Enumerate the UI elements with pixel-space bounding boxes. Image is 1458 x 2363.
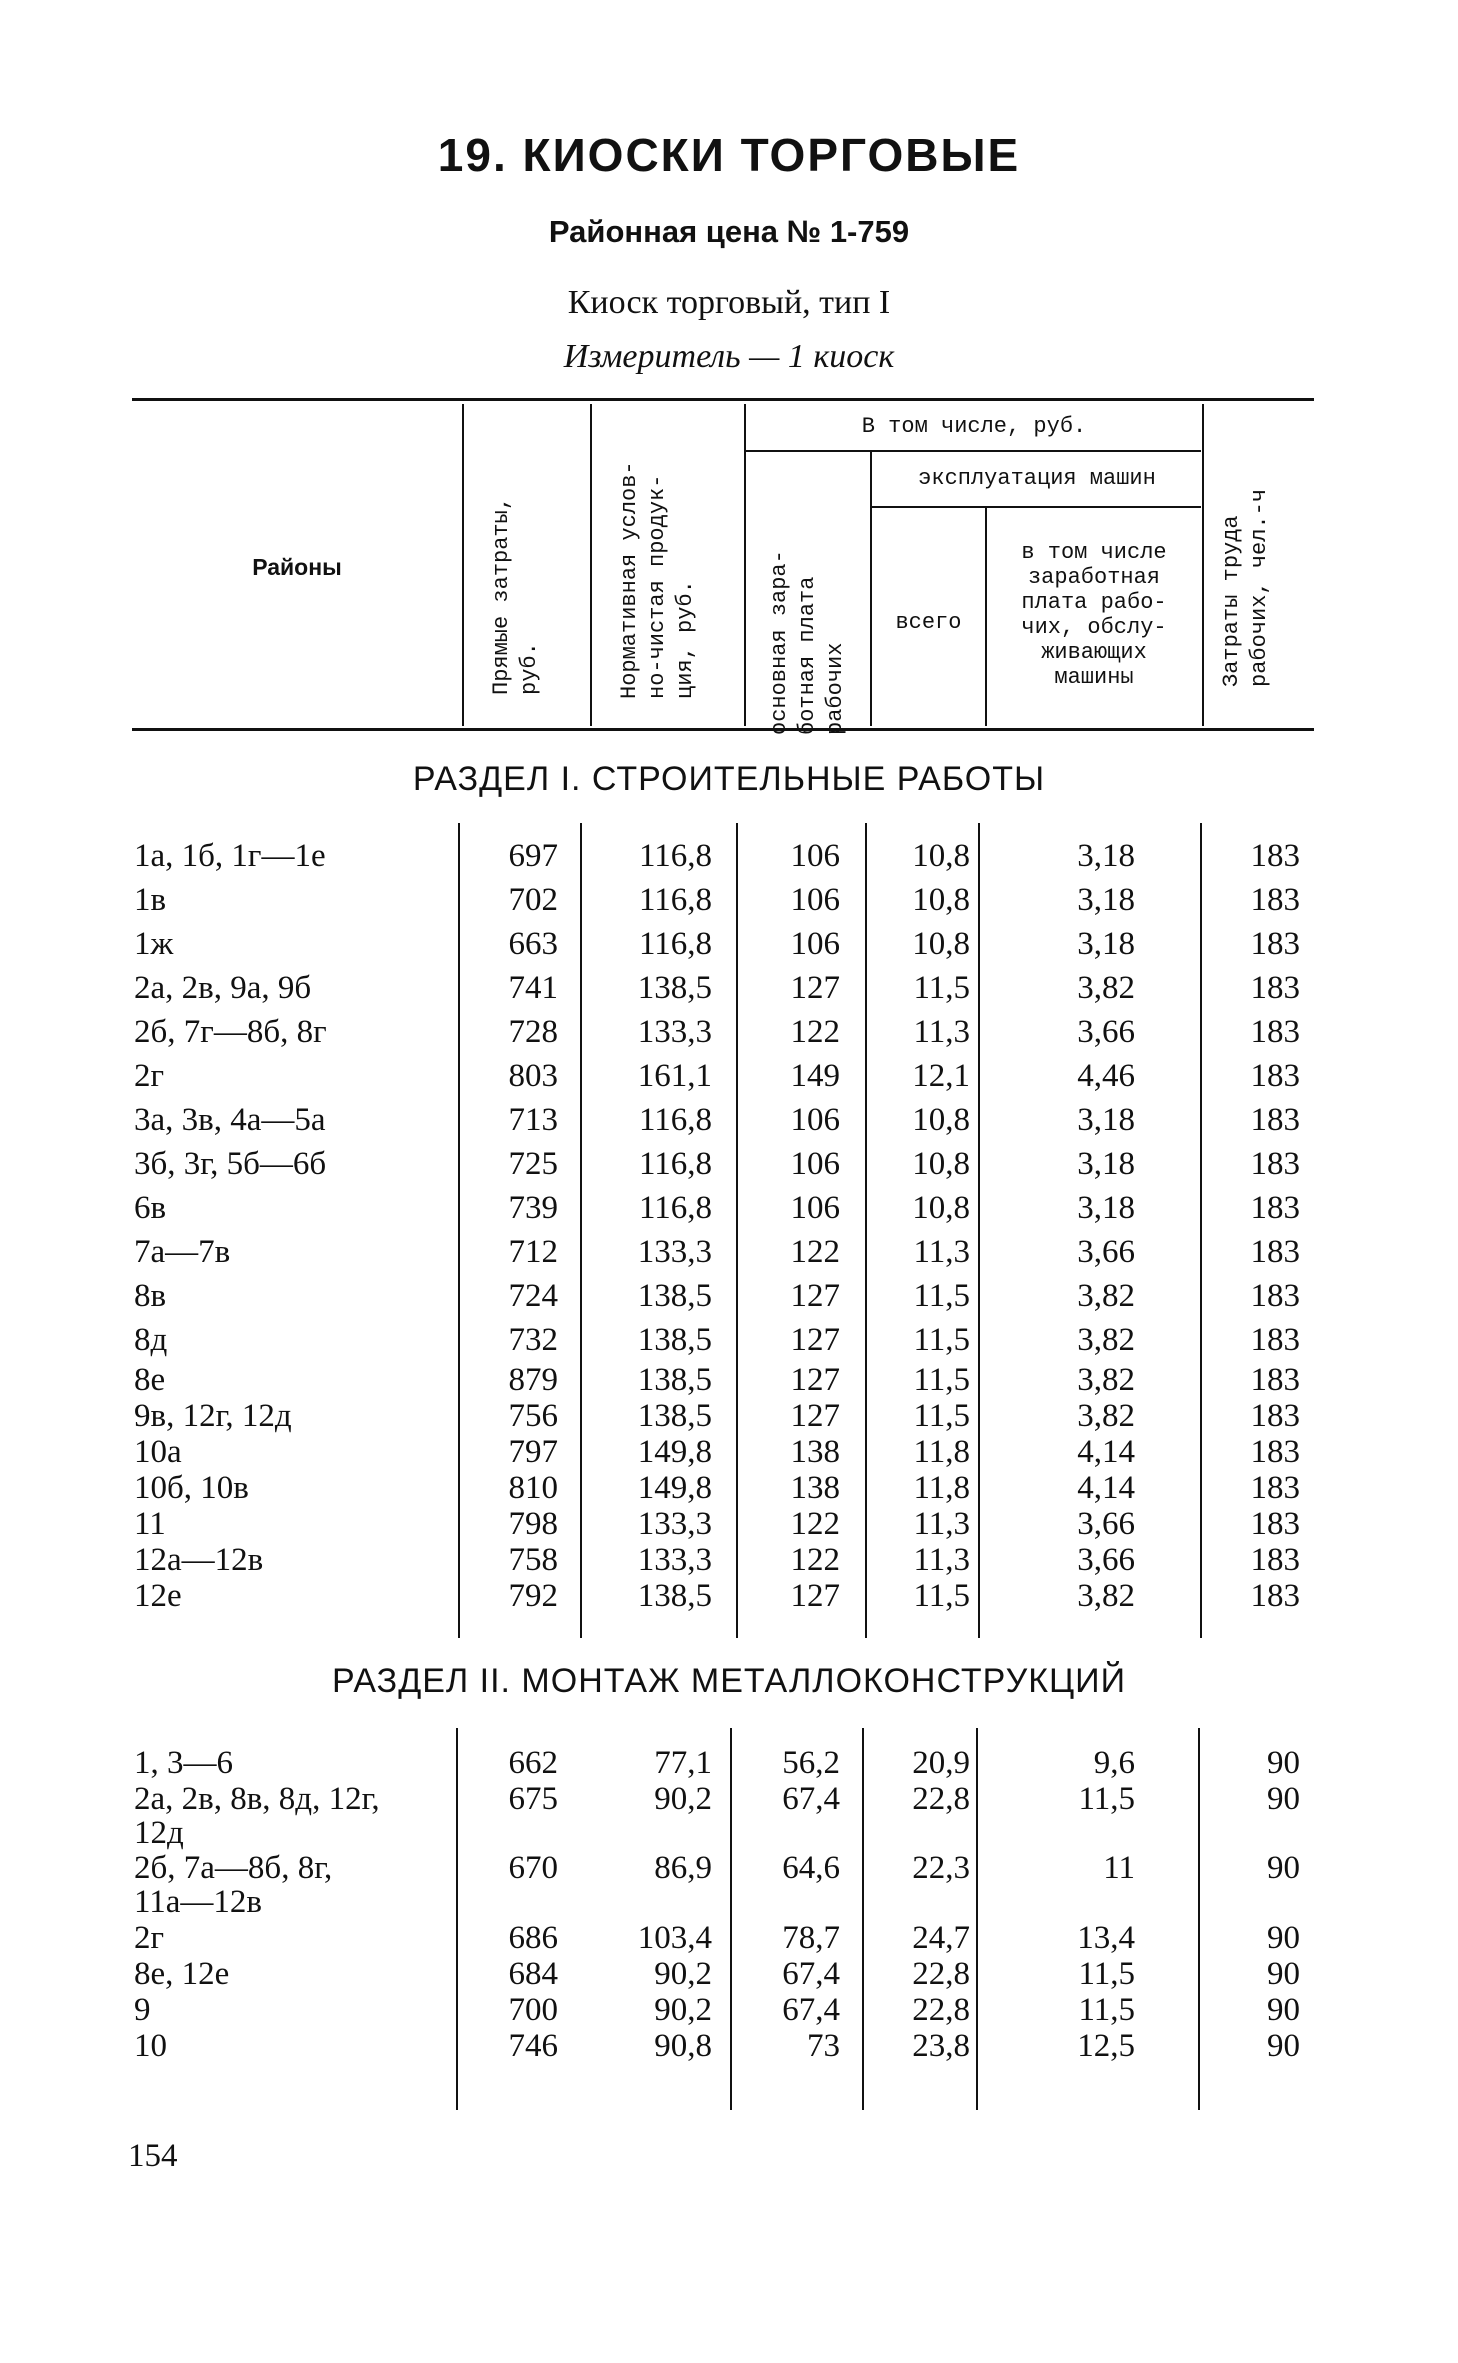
base-wage-cell: 149	[790, 1058, 840, 1094]
header-labor: Затраты труда рабочих, чел.-ч	[1219, 488, 1272, 687]
machine-total-cell: 22,3	[912, 1850, 970, 1886]
machine-wage-cell: 11	[1103, 1850, 1135, 1886]
base-wage-cell: 106	[790, 1146, 840, 1182]
base-wage-cell: 127	[790, 1278, 840, 1314]
base-wage-cell: 127	[790, 1362, 840, 1398]
machine-total-cell: 11,5	[913, 1278, 970, 1314]
column-divider	[458, 823, 460, 1638]
column-divider	[976, 1728, 978, 2110]
normative-cell: 116,8	[638, 926, 712, 962]
machine-total-cell: 11,3	[913, 1506, 970, 1542]
normative-cell: 116,8	[638, 838, 712, 874]
machine-total-cell: 10,8	[912, 1102, 970, 1138]
header-divider	[590, 404, 592, 726]
labor-cell: 183	[1250, 1234, 1300, 1270]
base-wage-cell: 73	[807, 2028, 840, 2064]
page-number: 154	[128, 2138, 178, 2174]
machine-wage-cell: 3,18	[1077, 882, 1135, 918]
normative-cell: 138,5	[637, 1362, 712, 1398]
labor-cell: 183	[1250, 1470, 1300, 1506]
machine-total-cell: 11,3	[913, 1014, 970, 1050]
machine-wage-cell: 11,5	[1078, 1781, 1135, 1817]
labor-cell: 90	[1267, 1745, 1300, 1781]
direct-costs-cell: 739	[508, 1190, 558, 1226]
machine-wage-cell: 11,5	[1078, 1956, 1135, 1992]
machine-total-cell: 22,8	[912, 1992, 970, 2028]
district-cell: 7а—7в	[134, 1234, 231, 1270]
labor-cell: 183	[1250, 1058, 1300, 1094]
machine-total-cell: 11,3	[913, 1542, 970, 1578]
machine-wage-cell: 3,82	[1077, 970, 1135, 1006]
machine-total-cell: 20,9	[912, 1745, 970, 1781]
column-divider	[978, 823, 980, 1638]
machine-total-cell: 10,8	[912, 926, 970, 962]
machine-total-cell: 12,1	[912, 1058, 970, 1094]
labor-cell: 90	[1267, 1850, 1300, 1886]
header-machine-ops: эксплуатация машин	[918, 466, 1156, 491]
base-wage-cell: 127	[790, 1578, 840, 1614]
direct-costs-cell: 758	[508, 1542, 558, 1578]
labor-cell: 183	[1250, 1578, 1300, 1614]
district-cell: 2г	[134, 1058, 165, 1094]
column-divider	[730, 1728, 732, 2110]
base-wage-cell: 106	[790, 1190, 840, 1226]
district-cell: 12а—12в	[134, 1542, 264, 1578]
direct-costs-cell: 663	[508, 926, 558, 962]
base-wage-cell: 106	[790, 882, 840, 918]
district-cell: 9в, 12г, 12д	[134, 1398, 292, 1434]
machine-wage-cell: 4,46	[1077, 1058, 1135, 1094]
machine-wage-cell: 3,66	[1077, 1014, 1135, 1050]
machine-total-cell: 11,5	[913, 1398, 970, 1434]
page-title: 19. КИОСКИ ТОРГОВЫЕ	[437, 129, 1021, 181]
labor-cell: 183	[1250, 838, 1300, 874]
labor-cell: 183	[1250, 926, 1300, 962]
measure-unit: Измеритель — 1 киоск	[563, 338, 895, 375]
direct-costs-cell: 675	[508, 1781, 558, 1817]
header-bottom-rule	[132, 728, 1314, 731]
direct-costs-cell: 712	[508, 1234, 558, 1270]
district-cell: 2б, 7г—8б, 8г	[134, 1014, 327, 1050]
header-divider	[744, 404, 746, 726]
normative-cell: 133,3	[637, 1542, 712, 1578]
normative-cell: 138,5	[637, 1578, 712, 1614]
normative-cell: 133,3	[637, 1014, 712, 1050]
direct-costs-cell: 684	[508, 1956, 558, 1992]
district-cell: 1, 3—6	[134, 1745, 233, 1781]
district-cell: 3б, 3г, 5б—6б	[134, 1146, 327, 1182]
machine-total-cell: 11,5	[913, 1578, 970, 1614]
normative-cell: 133,3	[637, 1234, 712, 1270]
direct-costs-cell: 670	[508, 1850, 558, 1886]
header-incl-wage: в том числе заработная плата рабо- чих, обслу- живающих машины	[1021, 540, 1167, 690]
machine-wage-cell: 3,82	[1077, 1398, 1135, 1434]
header-top-rule	[132, 398, 1314, 401]
labor-cell: 90	[1267, 1992, 1300, 2028]
direct-costs-cell: 803	[508, 1058, 558, 1094]
machine-wage-cell: 3,18	[1077, 838, 1135, 874]
district-cell: 12д	[134, 1815, 184, 1851]
machine-wage-cell: 9,6	[1093, 1745, 1135, 1781]
subtitle: Киоск торговый, тип I	[567, 284, 891, 321]
direct-costs-cell: 728	[508, 1014, 558, 1050]
normative-cell: 86,9	[654, 1850, 712, 1886]
direct-costs-cell: 697	[508, 838, 558, 874]
machine-wage-cell: 3,66	[1077, 1542, 1135, 1578]
machine-wage-cell: 4,14	[1077, 1470, 1135, 1506]
district-cell: 1ж	[134, 926, 174, 962]
base-wage-cell: 67,4	[782, 1781, 840, 1817]
machine-total-cell: 10,8	[912, 1190, 970, 1226]
header-rule	[746, 450, 1201, 452]
labor-cell: 183	[1250, 1542, 1300, 1578]
direct-costs-cell: 732	[508, 1322, 558, 1358]
direct-costs-cell: 702	[508, 882, 558, 918]
normative-cell: 138,5	[637, 1398, 712, 1434]
labor-cell: 183	[1250, 1190, 1300, 1226]
machine-wage-cell: 3,82	[1077, 1278, 1135, 1314]
normative-cell: 149,8	[637, 1470, 712, 1506]
base-wage-cell: 64,6	[782, 1850, 840, 1886]
machine-total-cell: 22,8	[912, 1956, 970, 1992]
base-wage-cell: 78,7	[782, 1920, 840, 1956]
header-normative: Нормативная услов- но-чистая продук- ция, руб.	[617, 461, 698, 699]
section-2-title: РАЗДЕЛ II. МОНТАЖ МЕТАЛЛОКОНСТРУКЦИЙ	[331, 1662, 1127, 1700]
district-cell: 2б, 7а—8б, 8г,	[134, 1850, 333, 1886]
district-cell: 3а, 3в, 4а—5а	[134, 1102, 326, 1138]
direct-costs-cell: 686	[508, 1920, 558, 1956]
machine-total-cell: 11,5	[913, 970, 970, 1006]
district-cell: 2г	[134, 1920, 165, 1956]
normative-cell: 138,5	[637, 1322, 712, 1358]
direct-costs-cell: 879	[508, 1362, 558, 1398]
direct-costs-cell: 746	[508, 2028, 558, 2064]
machine-total-cell: 11,5	[913, 1322, 970, 1358]
machine-wage-cell: 3,82	[1077, 1322, 1135, 1358]
direct-costs-cell: 713	[508, 1102, 558, 1138]
machine-total-cell: 10,8	[912, 882, 970, 918]
district-cell: 12е	[134, 1578, 182, 1614]
base-wage-cell: 122	[790, 1014, 840, 1050]
district-cell: 8д	[134, 1322, 168, 1358]
machine-total-cell: 10,8	[912, 838, 970, 874]
machine-wage-cell: 3,66	[1077, 1234, 1135, 1270]
machine-total-cell: 11,3	[913, 1234, 970, 1270]
machine-wage-cell: 3,18	[1077, 926, 1135, 962]
district-cell: 10б, 10в	[134, 1470, 249, 1506]
machine-total-cell: 11,8	[913, 1470, 970, 1506]
header-direct-costs: Прямые затраты, руб.	[489, 496, 542, 695]
base-wage-cell: 122	[790, 1234, 840, 1270]
machine-total-cell: 24,7	[912, 1920, 970, 1956]
base-wage-cell: 106	[790, 926, 840, 962]
normative-cell: 138,5	[637, 1278, 712, 1314]
district-cell: 10	[134, 2028, 167, 2064]
base-wage-cell: 67,4	[782, 1956, 840, 1992]
base-wage-cell: 106	[790, 838, 840, 874]
price-label: Районная цена № 1-759	[548, 214, 910, 249]
labor-cell: 183	[1250, 1506, 1300, 1542]
normative-cell: 138,5	[637, 970, 712, 1006]
direct-costs-cell: 725	[508, 1146, 558, 1182]
base-wage-cell: 106	[790, 1102, 840, 1138]
machine-wage-cell: 3,82	[1077, 1578, 1135, 1614]
normative-cell: 90,2	[654, 1956, 712, 1992]
base-wage-cell: 127	[790, 1398, 840, 1434]
direct-costs-cell: 756	[508, 1398, 558, 1434]
district-cell: 8е	[134, 1362, 166, 1398]
district-cell: 2а, 2в, 8в, 8д, 12г,	[134, 1781, 380, 1817]
labor-cell: 183	[1250, 1102, 1300, 1138]
normative-cell: 116,8	[638, 882, 712, 918]
labor-cell: 183	[1250, 1322, 1300, 1358]
header-including: В том числе, руб.	[861, 414, 1087, 439]
district-cell: 11	[134, 1506, 166, 1542]
base-wage-cell: 56,2	[782, 1745, 840, 1781]
direct-costs-cell: 810	[508, 1470, 558, 1506]
column-divider	[862, 1728, 864, 2110]
district-cell: 8е, 12е	[134, 1956, 230, 1992]
direct-costs-cell: 798	[508, 1506, 558, 1542]
header-base-wage: основная зара- ботная плата рабочих	[767, 550, 848, 735]
machine-wage-cell: 3,82	[1077, 1362, 1135, 1398]
district-cell: 1в	[134, 882, 167, 918]
machine-wage-cell: 13,4	[1077, 1920, 1135, 1956]
direct-costs-cell: 792	[508, 1578, 558, 1614]
machine-wage-cell: 3,18	[1077, 1102, 1135, 1138]
labor-cell: 90	[1267, 2028, 1300, 2064]
labor-cell: 183	[1250, 1362, 1300, 1398]
district-cell: 2а, 2в, 9а, 9б	[134, 970, 312, 1006]
section-1-title: РАЗДЕЛ I. СТРОИТЕЛЬНЫЕ РАБОТЫ	[412, 760, 1046, 798]
machine-total-cell: 22,8	[912, 1781, 970, 1817]
machine-wage-cell: 4,14	[1077, 1434, 1135, 1470]
normative-cell: 133,3	[637, 1506, 712, 1542]
base-wage-cell: 127	[790, 1322, 840, 1358]
district-cell: 6в	[134, 1190, 167, 1226]
direct-costs-cell: 662	[508, 1745, 558, 1781]
district-cell: 11а—12в	[134, 1884, 263, 1920]
machine-wage-cell: 11,5	[1078, 1992, 1135, 2028]
direct-costs-cell: 741	[508, 970, 558, 1006]
labor-cell: 183	[1250, 1146, 1300, 1182]
machine-total-cell: 23,8	[912, 2028, 970, 2064]
direct-costs-cell: 797	[508, 1434, 558, 1470]
labor-cell: 183	[1250, 1014, 1300, 1050]
normative-cell: 116,8	[638, 1102, 712, 1138]
header-districts: Районы	[252, 554, 342, 580]
direct-costs-cell: 724	[508, 1278, 558, 1314]
district-cell: 8в	[134, 1278, 167, 1314]
normative-cell: 90,2	[654, 1992, 712, 2028]
base-wage-cell: 122	[790, 1506, 840, 1542]
base-wage-cell: 127	[790, 970, 840, 1006]
labor-cell: 183	[1250, 1278, 1300, 1314]
machine-total-cell: 11,5	[913, 1362, 970, 1398]
normative-cell: 90,8	[654, 2028, 712, 2064]
base-wage-cell: 122	[790, 1542, 840, 1578]
labor-cell: 183	[1250, 1398, 1300, 1434]
base-wage-cell: 138	[790, 1434, 840, 1470]
labor-cell: 90	[1267, 1956, 1300, 1992]
normative-cell: 77,1	[654, 1745, 712, 1781]
normative-cell: 116,8	[638, 1146, 712, 1182]
machine-wage-cell: 3,18	[1077, 1190, 1135, 1226]
normative-cell: 90,2	[654, 1781, 712, 1817]
machine-total-cell: 11,8	[913, 1434, 970, 1470]
machine-wage-cell: 3,66	[1077, 1506, 1135, 1542]
header-rule	[872, 506, 1201, 508]
header-divider	[870, 450, 872, 726]
machine-wage-cell: 3,18	[1077, 1146, 1135, 1182]
machine-wage-cell: 12,5	[1077, 2028, 1135, 2064]
labor-cell: 183	[1250, 1434, 1300, 1470]
header-divider	[462, 404, 464, 726]
base-wage-cell: 67,4	[782, 1992, 840, 2028]
labor-cell: 183	[1250, 882, 1300, 918]
header-divider	[1202, 404, 1204, 726]
direct-costs-cell: 700	[508, 1992, 558, 2028]
column-divider	[456, 1728, 458, 2110]
labor-cell: 90	[1267, 1920, 1300, 1956]
district-cell: 1а, 1б, 1г—1е	[134, 838, 326, 874]
normative-cell: 116,8	[638, 1190, 712, 1226]
normative-cell: 149,8	[637, 1434, 712, 1470]
district-cell: 10а	[134, 1434, 182, 1470]
labor-cell: 183	[1250, 970, 1300, 1006]
base-wage-cell: 138	[790, 1470, 840, 1506]
header-total: всего	[895, 610, 962, 635]
normative-cell: 103,4	[637, 1920, 712, 1956]
normative-cell: 161,1	[637, 1058, 712, 1094]
labor-cell: 90	[1267, 1781, 1300, 1817]
machine-total-cell: 10,8	[912, 1146, 970, 1182]
district-cell: 9	[134, 1992, 151, 2028]
